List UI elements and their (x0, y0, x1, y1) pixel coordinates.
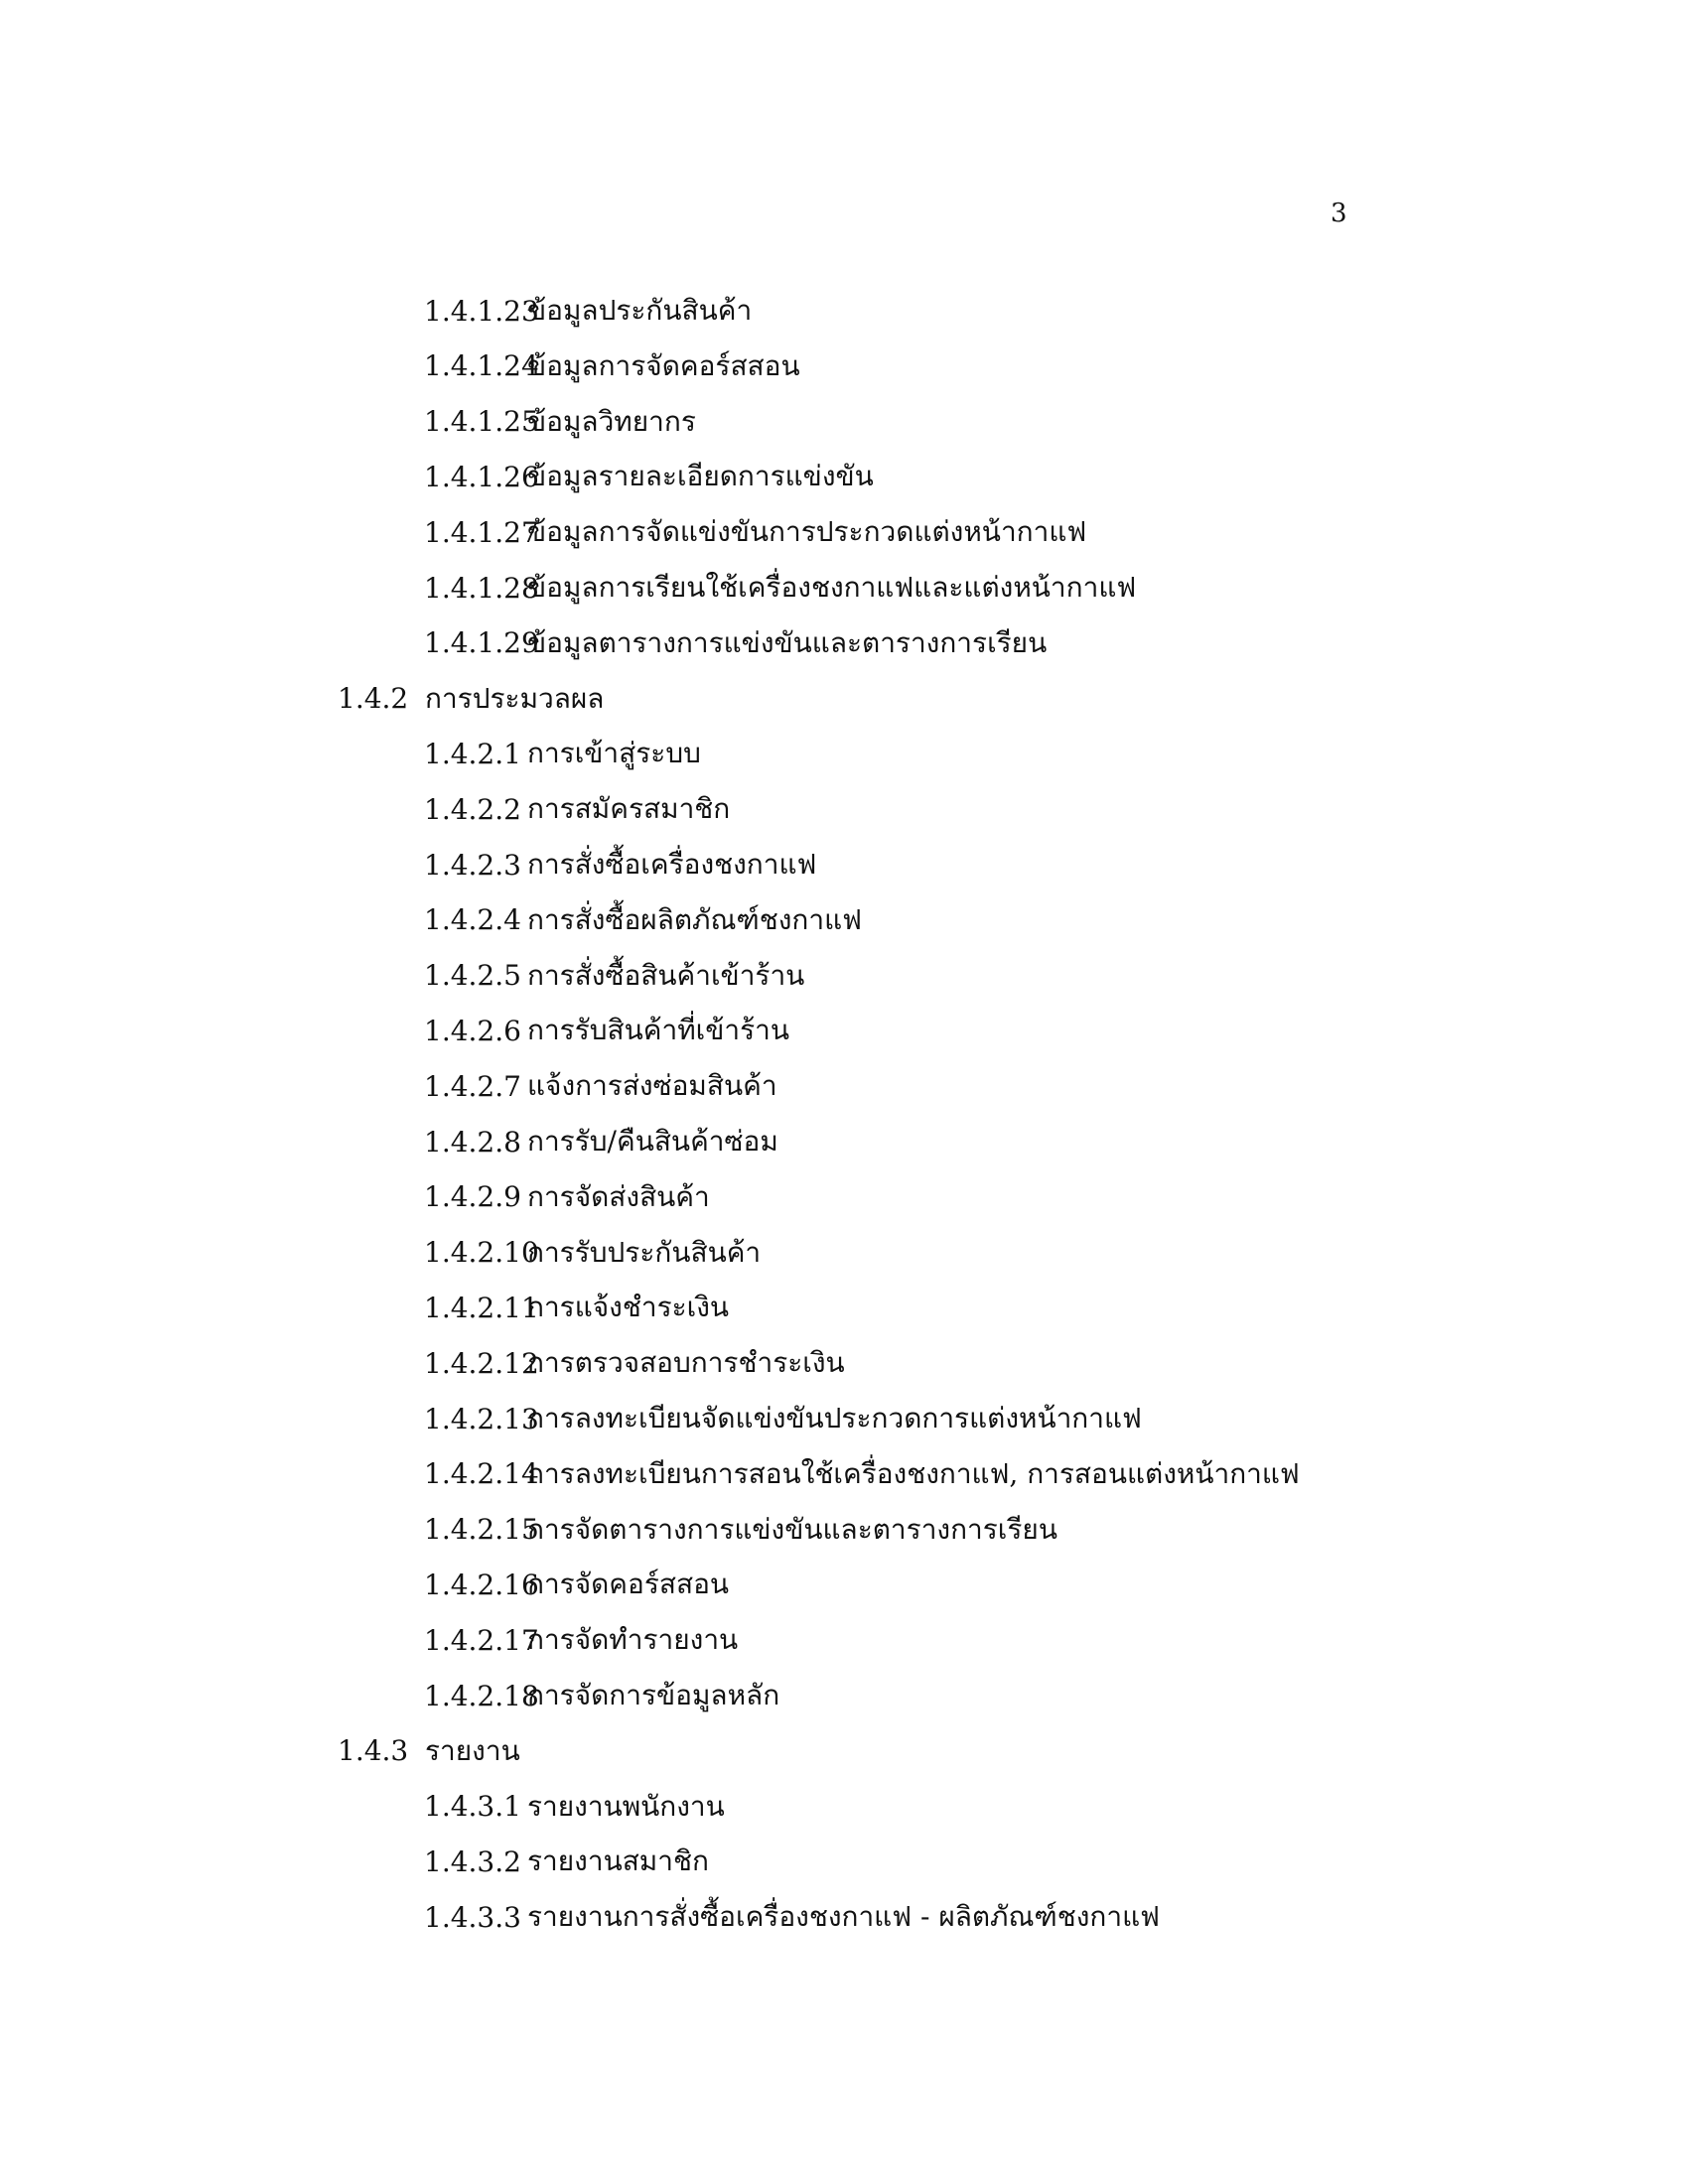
item-number: 1.4.2.6 (424, 1014, 521, 1047)
item-number: 1.4.2.7 (424, 1069, 521, 1103)
item-text: การจัดส่งสินค้า (527, 1179, 710, 1213)
item-number: 1.4.2.16 (424, 1568, 539, 1601)
item-text: รายงาน (425, 1733, 520, 1767)
item-text: รายงานการสั่งซื้อเครื่องชงกาแฟ - ผลิตภัณฑ์ชงกาแฟ (527, 1900, 1160, 1934)
outline-item (0, 1557, 729, 1612)
item-number: 1.4.2.4 (424, 903, 521, 937)
item-text: ข้อมูลรายละเอียดการแข่งขัน (527, 460, 874, 493)
item-number: 1.4.2.2 (424, 792, 521, 826)
item-number: 1.4.2.14 (424, 1457, 539, 1491)
outline-item (0, 1446, 1300, 1502)
item-number: 1.4.3.1 (424, 1790, 521, 1824)
item-text: การสั่งซื้อเครื่องชงกาแฟ (527, 848, 817, 881)
outline-item (0, 1502, 1057, 1558)
item-text: การสมัครสมาชิก (527, 792, 731, 826)
item-number: 1.4.2.10 (424, 1236, 539, 1270)
item-number: 1.4.1.24 (424, 349, 539, 383)
item-number: 1.4.1.28 (424, 571, 539, 605)
outline-item (0, 1058, 777, 1114)
outline-item (0, 1225, 761, 1281)
outline-item (0, 1889, 1160, 1945)
section-heading (0, 671, 604, 727)
item-text: การสั่งซื้อสินค้าเข้าร้าน (527, 958, 805, 992)
section-heading (0, 1723, 520, 1779)
item-text: ข้อมูลประกันสินค้า (527, 294, 753, 327)
item-text: การรับ/คืนสินค้าซ่อม (527, 1125, 778, 1158)
page-number: 3 (1331, 199, 1347, 228)
item-number: 1.4.1.26 (424, 460, 539, 493)
item-number: 1.4.1.25 (424, 405, 539, 439)
item-number: 1.4.2.13 (424, 1402, 539, 1435)
item-number: 1.4.2 (338, 682, 409, 716)
item-text: การจัดคอร์สสอน (527, 1568, 730, 1601)
outline-item (0, 1003, 789, 1058)
outline-item (0, 394, 696, 450)
item-text: การสั่งซื้อผลิตภัณฑ์ชงกาแฟ (527, 902, 862, 936)
item-number: 1.4.3.2 (424, 1844, 521, 1878)
outline-item (0, 615, 1047, 671)
item-number: 1.4.1.27 (424, 515, 539, 549)
outline-item (0, 1668, 779, 1723)
item-text: การเข้าสู่ระบบ (527, 737, 701, 770)
outline-item (0, 1834, 709, 1889)
item-text: การลงทะเบียนการสอนใช้เครื่องชงกาแฟ, การสอนแต่งหน้ากาแฟ (527, 1456, 1300, 1490)
outline-item (0, 1612, 738, 1668)
item-text: ข้อมูลการจัดคอร์สสอน (527, 348, 800, 382)
item-text: การประมวลผล (425, 681, 605, 715)
item-number: 1.4.1.23 (424, 294, 539, 328)
outline-item (0, 892, 862, 948)
outline-item (0, 1114, 778, 1169)
item-number: 1.4.3 (338, 1734, 409, 1768)
item-text: ข้อมูลการจัดแข่งขันการประกวดแต่งหน้ากาแฟ (527, 515, 1087, 549)
item-number: 1.4.1.29 (424, 626, 539, 660)
outline-item (0, 1391, 1142, 1446)
item-text: การลงทะเบียนจัดแข่งขันประกวดการแต่งหน้ากาแฟ (527, 1402, 1142, 1434)
item-text: ข้อมูลวิทยากร (527, 404, 696, 438)
outline-item (0, 339, 800, 394)
item-number: 1.4.2.18 (424, 1679, 539, 1712)
item-text: รายงานสมาชิก (527, 1844, 709, 1878)
outline-item (0, 1779, 725, 1835)
item-number: 1.4.2.17 (424, 1623, 539, 1657)
item-number: 1.4.2.11 (424, 1291, 539, 1324)
outline-item (0, 948, 804, 1004)
item-text: ข้อมูลการเรียนใช้เครื่องชงกาแฟและแต่งหน้ากาแฟ (527, 571, 1137, 604)
item-text: การรับสินค้าที่เข้าร้าน (527, 1014, 790, 1047)
item-text: การจัดการข้อมูลหลัก (527, 1679, 780, 1711)
outline-item (0, 781, 730, 837)
item-number: 1.4.3.3 (424, 1900, 521, 1934)
item-text: การแจ้งชำระเงิน (527, 1291, 730, 1324)
item-text: การรับประกันสินค้า (527, 1235, 762, 1269)
outline-item (0, 1169, 710, 1225)
outline-item (0, 726, 701, 781)
outline-item (0, 504, 1086, 560)
item-number: 1.4.2.9 (424, 1180, 521, 1214)
item-number: 1.4.2.3 (424, 848, 521, 882)
outline-item (0, 837, 816, 892)
item-text: การจัดตารางการแข่งขันและตารางการเรียน (527, 1512, 1057, 1546)
item-number: 1.4.2.5 (424, 959, 521, 993)
outline-item (0, 1280, 729, 1335)
item-number: 1.4.2.12 (424, 1346, 539, 1380)
item-text: แจ้งการส่งซ่อมสินค้า (527, 1069, 777, 1103)
outline-item (0, 1335, 845, 1391)
outline-item (0, 560, 1136, 615)
item-text: การจัดทำรายงาน (527, 1623, 739, 1657)
item-number: 1.4.2.15 (424, 1513, 539, 1547)
outline-item (0, 283, 752, 339)
item-text: การตรวจสอบการชำระเงิน (527, 1346, 845, 1380)
item-text: รายงานพนักงาน (527, 1789, 725, 1823)
outline-item (0, 449, 874, 504)
item-text: ข้อมูลตารางการแข่งขันและตารางการเรียน (527, 625, 1048, 659)
item-number: 1.4.2.8 (424, 1125, 521, 1159)
item-number: 1.4.2.1 (424, 737, 521, 770)
